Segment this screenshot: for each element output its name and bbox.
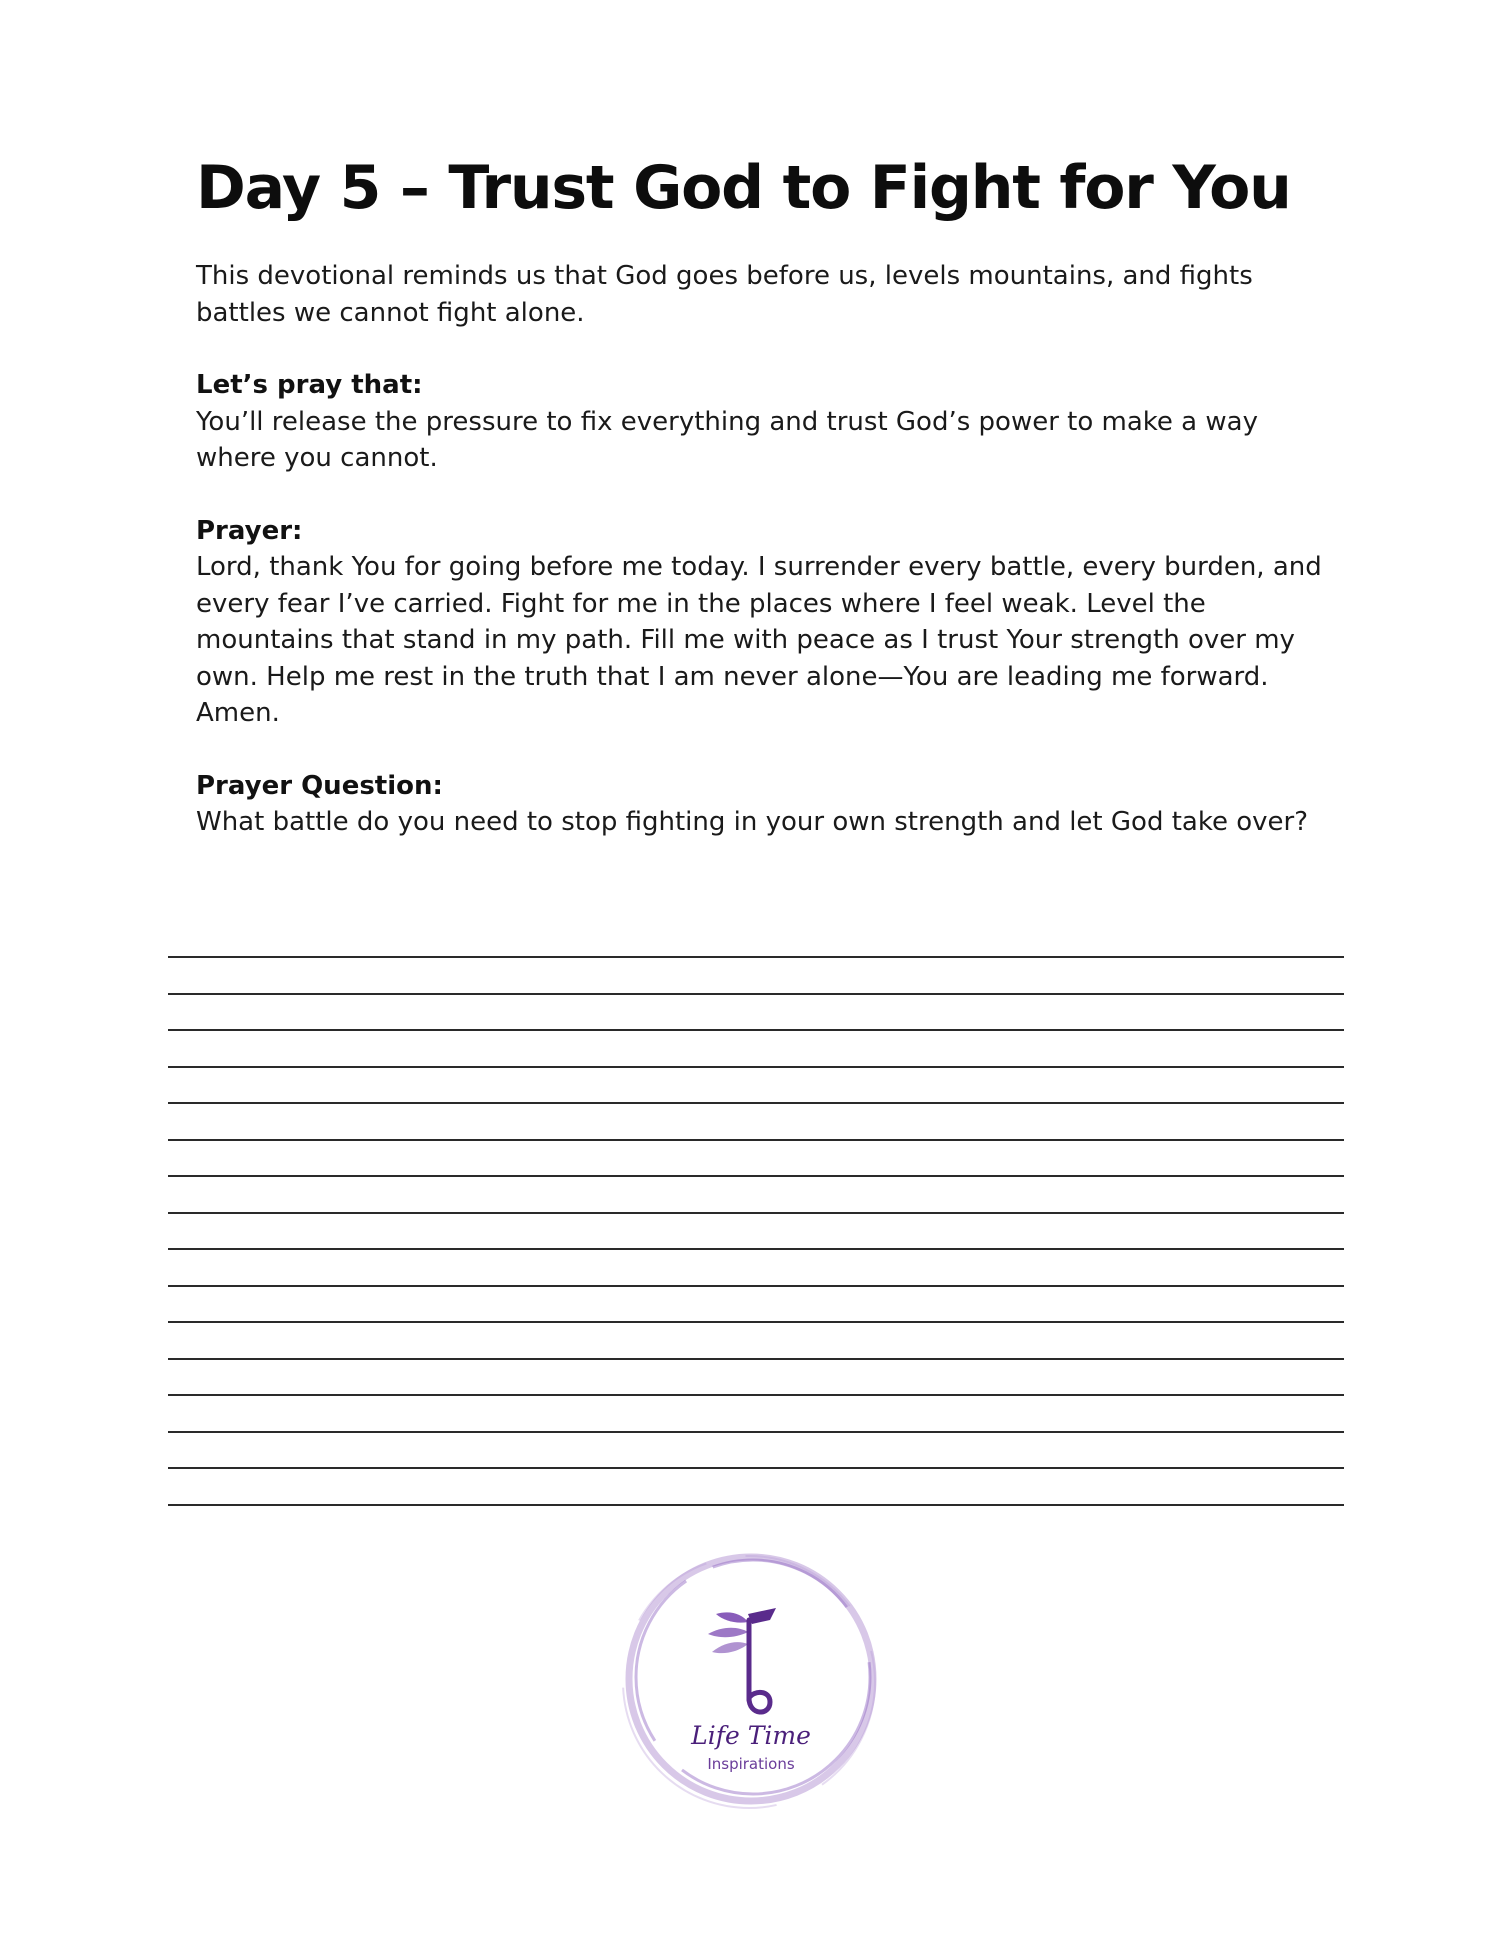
writing-line[interactable] (168, 1467, 1344, 1469)
prayer-question-text: What battle do you need to stop fighting in your own strength and let God take over? (196, 807, 1309, 837)
lifetime-inspirations-logo (620, 1548, 882, 1810)
logo-script-text: Life Time (691, 1721, 811, 1750)
prayer-question-section (196, 768, 1336, 841)
writing-line[interactable] (168, 1066, 1344, 1068)
writing-line[interactable] (168, 1394, 1344, 1396)
prayer-question-heading: Prayer Question: (196, 770, 443, 801)
writing-line[interactable] (168, 1029, 1344, 1031)
prayer-section (196, 513, 1336, 732)
page-title: Day 5 – Trust God to Fight for You (196, 153, 1291, 223)
leaf-icon (708, 1612, 748, 1653)
pray-that-heading: Let’s pray that: (196, 370, 423, 400)
writing-line[interactable] (168, 1358, 1344, 1360)
intro-text: This devotional reminds us that God goes before us, levels mountains, and fights battles we cannot fight alone. (196, 261, 1253, 328)
writing-line[interactable] (168, 993, 1344, 995)
writing-line[interactable] (168, 956, 1344, 958)
pray-that-section (196, 367, 1336, 477)
writing-line[interactable] (168, 1212, 1344, 1214)
pray-that-text: You’ll release the pressure to fix everything and trust God’s power to make a way where you cannot. (196, 406, 1258, 473)
writing-line[interactable] (168, 1175, 1344, 1177)
prayer-text: Lord, thank You for going before me today. I surrender every battle, every burden, and every fear I’ve carried. Fight for me in the places where I feel weak. Level the mountains that stand in my path. Fill me with peace as I trust Your strength over my own. Help me rest in the truth that I am never alone—You are leading me forward. Amen. (196, 552, 1322, 728)
writing-line[interactable] (168, 1102, 1344, 1104)
writing-line[interactable] (168, 1321, 1344, 1323)
logo-subtitle: Inspirations (707, 1755, 795, 1773)
writing-line[interactable] (168, 1285, 1344, 1287)
writing-line[interactable] (168, 1248, 1344, 1250)
prayer-heading: Prayer: (196, 515, 303, 546)
note-mark-icon (748, 1608, 776, 1712)
writing-line[interactable] (168, 1139, 1344, 1141)
writing-line[interactable] (168, 1431, 1344, 1433)
writing-line[interactable] (168, 1504, 1344, 1506)
writing-lines[interactable] (168, 956, 1344, 1540)
logo-graphic (620, 1548, 882, 1810)
devotional-content (196, 258, 1336, 841)
